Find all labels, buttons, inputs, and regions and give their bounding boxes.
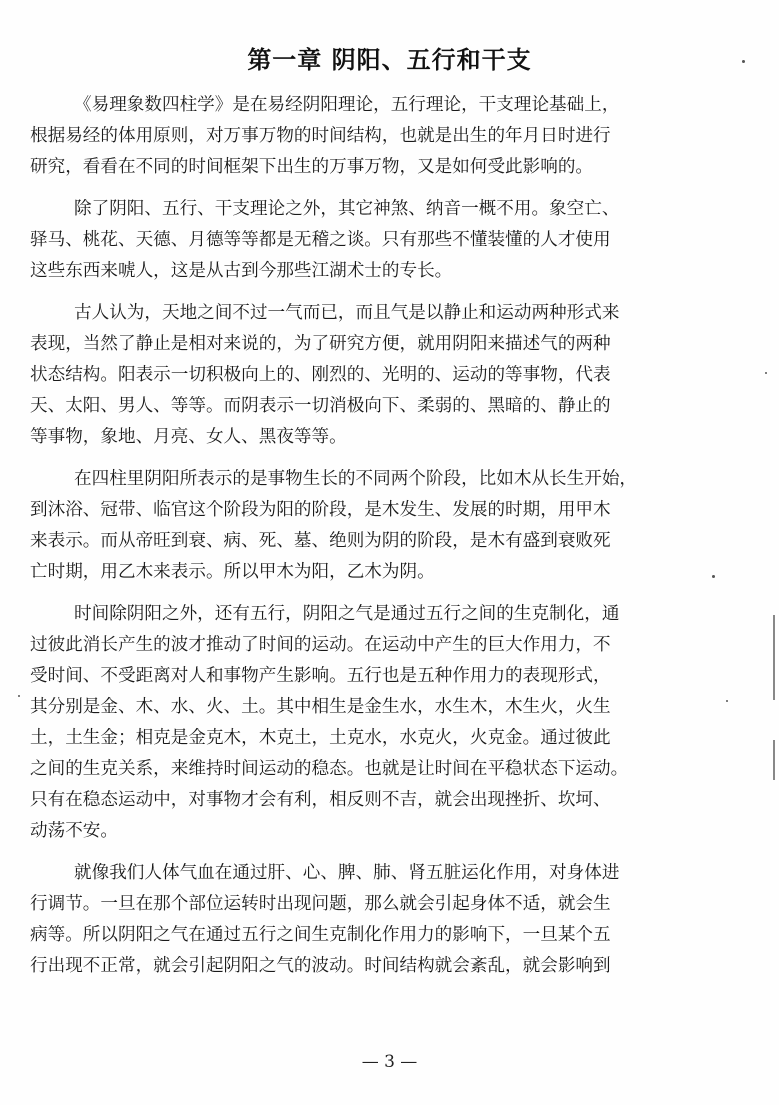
paragraph-2: [30, 194, 720, 287]
text-line: 到沐浴、冠带、临官这个阶段为阳的阶段，是木发生、发展的时期，用甲木: [30, 500, 611, 520]
text-line: 受时间、不受距离对人和事物产生影响。五行也是五种作用力的表现形式，: [30, 666, 611, 686]
paragraph-5: [30, 599, 720, 847]
text-line: 之间的生克关系，来维持时间运动的稳态。也就是让时间在平稳状态下运动。: [30, 759, 629, 779]
text-line: 驿马、桃花、天德、月德等等都是无稽之谈。只有那些不懂装懂的人才使用: [30, 230, 611, 250]
text-line: 其分别是金、木、水、火、土。其中相生是金生水，水生木，木生火，火生: [30, 697, 611, 717]
text-line: 来表示。而从帝旺到衰、病、死、墓、绝则为阴的阶段，是木有盛到衰败死: [30, 531, 611, 551]
paragraph-3: [30, 298, 720, 453]
text-line: 天、太阳、男人、等等。而阴表示一切消极向下、柔弱的、黑暗的、静止的: [30, 396, 611, 416]
text-line: 状态结构。阳表示一切积极向上的、刚烈的、光明的、运动的等事物，代表: [30, 365, 611, 385]
text-line: 亡时期，用乙木来表示。所以甲木为阳，乙木为阴。: [30, 562, 435, 582]
text-line: 行出现不正常，就会引起阴阳之气的波动。时间结构就会紊乱，就会影响到: [30, 956, 611, 976]
text-line: 时间除阴阳之外，还有五行，阴阳之气是通过五行之间的生克制化，通: [74, 604, 620, 624]
scan-speck: [712, 575, 715, 578]
text-line: 只有在稳态运动中，对事物才会有利，相反则不吉，就会出现挫折、坎坷、: [30, 790, 611, 810]
text-line: 土，土生金；相克是金克木，木克土，土克水，水克火，火克金。通过彼此: [30, 728, 611, 748]
text-line: 动荡不安。: [30, 821, 118, 841]
page-number: — 3 —: [361, 1052, 418, 1072]
paragraph-6: [30, 858, 720, 982]
text-line: 这些东西来唬人，这是从古到今那些江湖术士的专长。: [30, 261, 453, 281]
body-text: [30, 90, 720, 993]
scan-speck: [726, 700, 728, 702]
text-line: 过彼此消长产生的波才推动了时间的运动。在运动中产生的巨大作用力，不: [30, 635, 611, 655]
text-line: 在四柱里阴阳所表示的是事物生长的不同两个阶段，比如木从长生开始，: [74, 469, 638, 489]
text-line: 就像我们人体气血在通过肝、心、脾、肺、肾五脏运化作用，对身体进: [74, 863, 620, 883]
text-line: 病等。所以阴阳之气在通过五行之间生克制化作用力的影响下，一旦某个五: [30, 925, 611, 945]
text-line: 除了阴阳、五行、干支理论之外，其它神煞、纳音一概不用。象空亡、: [74, 199, 620, 219]
scan-speck: [18, 695, 20, 697]
text-line: 行调节。一旦在那个部位运转时出现问题，那么就会引起身体不适，就会生: [30, 894, 611, 914]
scan-speck: [765, 372, 767, 374]
scan-edge-mark: [773, 740, 775, 780]
text-line: 表现，当然了静止是相对来说的，为了研究方便，就用阴阳来描述气的两种: [30, 334, 611, 354]
scan-edge-mark: [773, 615, 775, 700]
paragraph-4: [30, 464, 720, 588]
paragraph-1: [30, 90, 720, 183]
text-line: 根据易经的体用原则，对万事万物的时间结构，也就是出生的年月日时进行: [30, 126, 611, 146]
chapter-title: 第一章 阴阳、五行和干支: [247, 45, 532, 74]
text-line: 等事物，象地、月亮、女人、黑夜等等。: [30, 427, 347, 447]
scan-speck: [742, 60, 745, 63]
text-line: 《易理象数四柱学》是在易经阴阳理论，五行理论，干支理论基础上，: [74, 95, 620, 115]
text-line: 古人认为，天地之间不过一气而已，而且气是以静止和运动两种形式来: [74, 303, 620, 323]
text-line: 研究，看看在不同的时间框架下出生的万事万物，又是如何受此影响的。: [30, 157, 594, 177]
